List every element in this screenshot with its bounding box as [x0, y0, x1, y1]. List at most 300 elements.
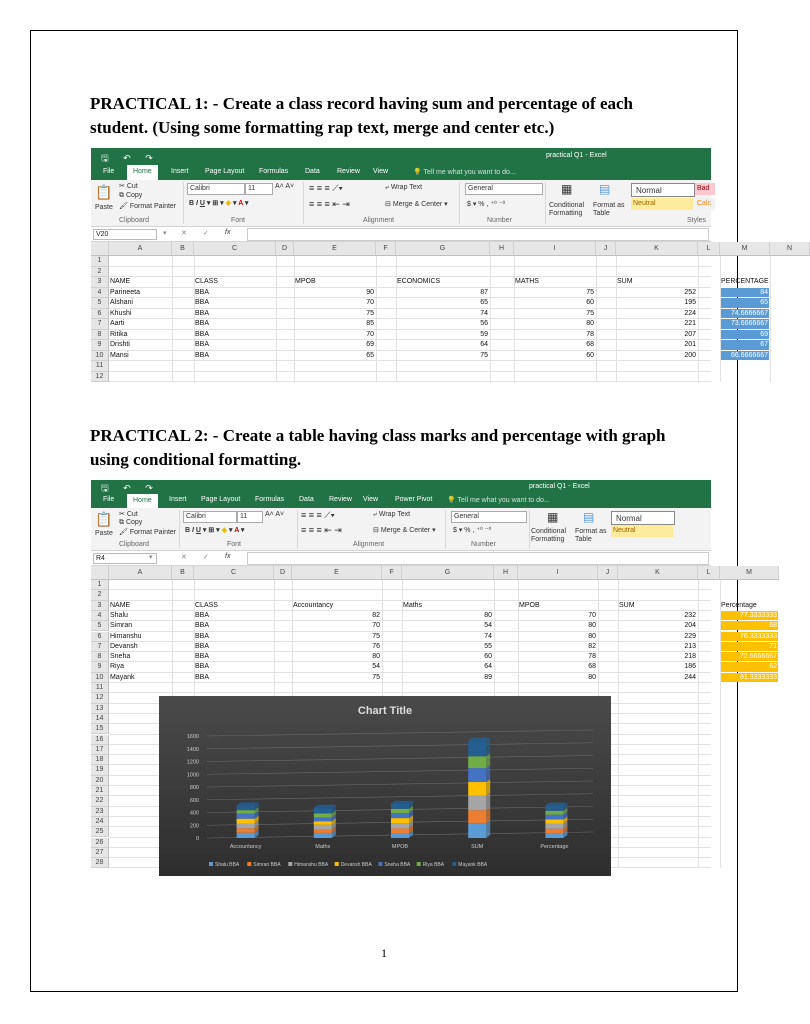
cancel-icon[interactable]: ✕	[181, 554, 187, 561]
row-header[interactable]: 2	[91, 267, 109, 278]
cell-class[interactable]: BBA	[195, 642, 210, 650]
align-top-icons[interactable]: ≡ ≡ ≡ ⟋▾	[309, 183, 343, 193]
cell-sum[interactable]: 186	[684, 663, 696, 671]
cell-sum[interactable]: 218	[684, 653, 696, 661]
group-number: Number	[471, 541, 496, 548]
style-normal[interactable]: Normal	[611, 511, 675, 525]
name-box-dropdown-icon[interactable]: ▾	[149, 554, 153, 561]
align-top-icons[interactable]: ≡ ≡ ≡ ⟋▾	[301, 510, 335, 520]
cell-pct[interactable]: Percentage	[721, 601, 757, 609]
formula-input[interactable]	[247, 552, 709, 565]
paste-button[interactable]: Paste	[95, 204, 113, 211]
row-header[interactable]: 20	[91, 776, 109, 786]
cell-name[interactable]: Mayank	[110, 673, 135, 681]
cell-class[interactable]: BBA	[195, 288, 210, 296]
group-font: Font	[231, 217, 246, 224]
row-header[interactable]: 3	[91, 277, 109, 288]
row-header[interactable]: 6	[91, 309, 109, 320]
enter-icon[interactable]: ✓	[203, 554, 209, 561]
cell-class[interactable]: CLASS	[195, 601, 218, 609]
cell-sum[interactable]: 201	[684, 341, 696, 348]
row-header[interactable]: 25	[91, 827, 109, 837]
row-header[interactable]: 8	[91, 330, 109, 341]
cut-button[interactable]: ✂ Cut	[119, 511, 138, 518]
bar-segment	[237, 810, 255, 813]
cell-s2[interactable]: 87	[480, 288, 488, 296]
cell-class[interactable]: BBA	[195, 653, 210, 661]
cell-s2[interactable]: 55	[484, 642, 492, 650]
tab-insert[interactable]: Insert	[169, 496, 187, 503]
number-format-icons[interactable]: $ ▾ % , ⁺⁰ ⁻⁰	[467, 201, 506, 208]
row-header[interactable]: 18	[91, 755, 109, 765]
number-format-select[interactable]: General	[465, 183, 543, 195]
row-header[interactable]: 10	[91, 351, 109, 362]
title-bar	[91, 480, 711, 494]
cell-s1[interactable]: 70	[366, 299, 374, 306]
legend-entry: Shalu BBA	[215, 862, 240, 868]
cell-name[interactable]: Alshani	[110, 299, 133, 306]
grow-font-icon[interactable]: A˄ A˅	[275, 183, 295, 190]
cell-s2[interactable]: 60	[484, 653, 492, 661]
cell-pct[interactable]: 74.6666667	[721, 309, 769, 319]
bold-italic-underline[interactable]: B I U ▾ ⊞ ▾ ◈ ▾ A ▾	[189, 200, 249, 207]
cell-sum[interactable]: 229	[684, 632, 696, 640]
column-header[interactable]: H	[490, 242, 514, 256]
row-header[interactable]: 5	[91, 298, 109, 309]
cell-s1[interactable]: MPOB	[295, 278, 316, 285]
column-header[interactable]: E	[294, 242, 376, 256]
bar-segment	[237, 819, 255, 824]
cell-s2[interactable]: 65	[480, 299, 488, 306]
row-header[interactable]: 28	[91, 858, 109, 868]
row-header[interactable]: 19	[91, 765, 109, 775]
row-header[interactable]: 23	[91, 807, 109, 817]
cell-s3[interactable]: 60	[586, 351, 594, 359]
x-category-label: Accountancy	[229, 844, 262, 850]
column-header[interactable]: K	[618, 566, 698, 580]
cell-s1[interactable]: 75	[372, 632, 380, 640]
cell-sum[interactable]: 232	[684, 611, 696, 619]
chart-area[interactable]	[159, 696, 611, 876]
cell-name[interactable]: Simran	[110, 622, 133, 630]
cell-class[interactable]: BBA	[195, 622, 210, 630]
number-format-icons[interactable]: $ ▾ % , ⁺⁰ ⁻⁰	[453, 527, 492, 534]
cell-s3[interactable]: 60	[586, 299, 594, 306]
cell-s2[interactable]: 74	[484, 632, 492, 640]
row-header[interactable]: 3	[91, 601, 109, 611]
tell-me-box[interactable]: 💡 Tell me what you want to do...	[413, 169, 516, 176]
row-header[interactable]: 22	[91, 796, 109, 806]
row-header[interactable]: 4	[91, 611, 109, 621]
cell-s2[interactable]: ECONOMICS	[397, 278, 441, 285]
enter-icon[interactable]: ✓	[203, 230, 209, 237]
column-header[interactable]: C	[194, 242, 276, 256]
row-header[interactable]: 11	[91, 361, 109, 372]
column-header[interactable]: B	[172, 242, 194, 256]
bar-segment	[468, 823, 486, 838]
cell-name[interactable]: Khushi	[110, 309, 132, 317]
column-header[interactable]: A	[109, 566, 172, 580]
column-header[interactable]: N	[770, 242, 810, 256]
column-header[interactable]: D	[276, 242, 294, 256]
group-alignment: Alignment	[353, 541, 385, 548]
cell-s3[interactable]: MATHS	[515, 278, 539, 285]
wrap-text-button[interactable]: ⤶ Wrap Text	[385, 184, 423, 191]
cell-s1[interactable]: 70	[366, 330, 374, 338]
bar-segment-side	[486, 738, 490, 757]
font-size-select[interactable]: 11	[237, 511, 263, 523]
format-painter-button[interactable]: 🖌 Format Painter	[119, 529, 177, 536]
format-table-icon[interactable]: ▤	[583, 510, 595, 524]
cell-class[interactable]: BBA	[195, 611, 210, 619]
cell-pct[interactable]: 68	[721, 621, 778, 630]
row-header[interactable]: 13	[91, 704, 109, 714]
row-header[interactable]: 8	[91, 652, 109, 662]
row-header[interactable]: 16	[91, 735, 109, 745]
cell-s2[interactable]: Maths	[403, 601, 423, 609]
cell-s1[interactable]: 69	[366, 341, 374, 348]
cell-s2[interactable]: 89	[484, 673, 492, 681]
cell-s2[interactable]: 59	[480, 330, 488, 338]
gridline	[207, 730, 593, 736]
cell-sum[interactable]: 207	[684, 330, 696, 338]
conditional-formatting-icon[interactable]: ▦	[561, 182, 573, 196]
cell-class[interactable]: BBA	[195, 341, 210, 348]
cell-name[interactable]: Devansh	[110, 642, 138, 650]
bar-segment	[237, 828, 255, 832]
cell-s3[interactable]: 75	[586, 288, 594, 296]
font-size-select[interactable]: 11	[245, 183, 273, 195]
paste-button[interactable]: Paste	[95, 530, 113, 537]
align-icons[interactable]: ≡ ≡ ≡ ⇤ ⇥	[301, 525, 342, 535]
cell-class[interactable]: BBA	[195, 663, 210, 671]
group-clipboard: Clipboard	[119, 541, 149, 548]
bar-segment	[314, 808, 332, 814]
format-painter-button[interactable]: 🖌 Format Painter	[119, 203, 177, 210]
row-header[interactable]: 14	[91, 714, 109, 724]
cell-name[interactable]: NAME	[110, 278, 131, 285]
column-header[interactable]: L	[698, 242, 720, 256]
cell-pct[interactable]: 81.3333333	[721, 673, 778, 682]
row-header[interactable]: 5	[91, 621, 109, 631]
tab-home[interactable]: Home	[127, 494, 158, 509]
row-header[interactable]: 12	[91, 372, 109, 383]
cell-name[interactable]: Ritika	[110, 330, 128, 338]
column-header[interactable]: J	[596, 242, 616, 256]
excel-window-1	[91, 148, 793, 414]
row-header[interactable]: 12	[91, 693, 109, 703]
format-as-table-button[interactable]: Format as Table	[575, 528, 607, 543]
cell-s2[interactable]: 74	[480, 309, 488, 317]
quick-access-icons[interactable]: 🖫 ↶ ↷	[101, 483, 159, 493]
cancel-icon[interactable]: ✕	[181, 230, 187, 237]
number-format-select[interactable]: General	[451, 511, 527, 523]
cell-sum[interactable]: 200	[684, 351, 696, 359]
fx-icon[interactable]: fx	[225, 553, 231, 560]
gridline	[770, 256, 771, 382]
cell-s3[interactable]: 80	[588, 632, 596, 640]
column-header[interactable]: B	[172, 566, 194, 580]
cell-s2[interactable]: 75	[480, 351, 488, 359]
row-header[interactable]: 10	[91, 673, 109, 683]
cell-s3[interactable]: 78	[586, 330, 594, 338]
bar-segment-side	[486, 820, 490, 838]
tab-review[interactable]: Review	[337, 168, 360, 175]
name-box[interactable]: R4	[93, 553, 157, 564]
style-neutral[interactable]: Neutral	[631, 198, 693, 210]
row-header[interactable]: 27	[91, 848, 109, 858]
row-header[interactable]: 24	[91, 817, 109, 827]
cell-name[interactable]: Shalu	[110, 611, 128, 619]
wrap-text-button[interactable]: ⤶ Wrap Text	[373, 511, 411, 518]
paste-icon[interactable]: 📋	[95, 511, 113, 527]
cell-class[interactable]: BBA	[195, 673, 210, 681]
gridline	[109, 692, 711, 693]
cell-sum[interactable]: 244	[684, 673, 696, 681]
legend-entry: Simran BBA	[253, 862, 281, 868]
cut-button[interactable]: ✂ Cut	[119, 183, 138, 190]
bar-segment	[468, 796, 486, 811]
column-header[interactable]: E	[292, 566, 382, 580]
cell-s3[interactable]: 80	[588, 622, 596, 630]
column-header[interactable]: J	[598, 566, 618, 580]
cell-name[interactable]: NAME	[110, 601, 131, 609]
row-header[interactable]: 4	[91, 288, 109, 299]
cell-s2[interactable]: 64	[484, 663, 492, 671]
gridline	[698, 256, 699, 382]
cell-s3[interactable]: 70	[588, 611, 596, 619]
cell-pct[interactable]: 71	[721, 642, 778, 651]
x-category-label: SUM	[471, 844, 484, 850]
quick-access-icons[interactable]: 🖫 ↶ ↷	[101, 153, 159, 163]
column-header[interactable]: I	[518, 566, 598, 580]
cell-s3[interactable]: 78	[588, 653, 596, 661]
cell-s1[interactable]: 76	[372, 642, 380, 650]
cell-s1[interactable]: 75	[372, 673, 380, 681]
format-table-icon[interactable]: ▤	[599, 182, 611, 196]
cell-class[interactable]: BBA	[195, 299, 210, 306]
cell-s3[interactable]: 68	[586, 341, 594, 348]
bold-italic-underline[interactable]: B I U ▾ ⊞ ▾ ◈ ▾ A ▾	[185, 527, 245, 534]
font-name-select[interactable]: Calibri	[187, 183, 245, 195]
conditional-formatting-icon[interactable]: ▦	[547, 510, 559, 524]
x-category-label: MPOB	[391, 844, 409, 850]
tab-review[interactable]: Review	[329, 496, 352, 503]
row-header[interactable]: 1	[91, 580, 109, 590]
window-title: practical Q1 - Excel	[529, 483, 590, 490]
font-name-select[interactable]: Calibri	[183, 511, 237, 523]
cell-class[interactable]: BBA	[195, 632, 210, 640]
cell-s3[interactable]: MPOB	[519, 601, 540, 609]
gridline	[172, 256, 173, 382]
row-header[interactable]: 17	[91, 745, 109, 755]
group-number: Number	[487, 217, 512, 224]
tab-data[interactable]: Data	[299, 496, 314, 503]
tab-data[interactable]: Data	[305, 168, 320, 175]
paste-icon[interactable]: 📋	[95, 184, 113, 200]
cell-name[interactable]: Parineeta	[110, 288, 140, 296]
cell-pct[interactable]: 72.6666667	[721, 652, 778, 661]
name-box[interactable]: V20	[93, 229, 157, 240]
column-header[interactable]: G	[402, 566, 494, 580]
fx-icon[interactable]: fx	[225, 229, 231, 236]
column-header[interactable]: L	[698, 566, 720, 580]
cell-s1[interactable]: 90	[366, 288, 374, 296]
cell-s3[interactable]: 80	[586, 320, 594, 327]
column-header[interactable]: I	[514, 242, 596, 256]
cell-s2[interactable]: 56	[480, 320, 488, 327]
cell-name[interactable]: Riya	[110, 663, 125, 671]
cell-sum[interactable]: 195	[684, 299, 696, 306]
tab-view[interactable]: View	[373, 168, 389, 175]
column-header[interactable]: F	[376, 242, 396, 256]
column-header[interactable]: H	[494, 566, 518, 580]
cell-s3[interactable]: 75	[586, 309, 594, 317]
copy-button[interactable]: ⧉ Copy	[119, 192, 143, 199]
cell-s2[interactable]: 54	[484, 622, 492, 630]
tab-home[interactable]: Home	[127, 165, 158, 180]
cell-sum[interactable]: 204	[684, 622, 696, 630]
row-header[interactable]: 21	[91, 786, 109, 796]
cell-s1[interactable]: 75	[366, 309, 374, 317]
cell-s1[interactable]: 85	[366, 320, 374, 327]
style-neutral[interactable]: Neutral	[611, 525, 673, 537]
column-header[interactable]: M	[720, 566, 779, 580]
cell-name[interactable]: Mansi	[110, 351, 129, 359]
merge-center-button[interactable]: ⊟ Merge & Center ▾	[385, 201, 448, 208]
cell-s2[interactable]: 64	[480, 341, 488, 348]
style-calculation[interactable]: Calc	[695, 198, 715, 210]
cell-s3[interactable]: 82	[588, 642, 596, 650]
cell-name[interactable]: Drishti	[110, 341, 130, 348]
cell-pct[interactable]: 77.3333333	[721, 611, 778, 620]
cell-pct[interactable]: 69	[721, 330, 769, 340]
stacked-column-chart[interactable]	[159, 696, 611, 876]
bar-segment	[468, 810, 486, 823]
ribbon-tabs	[91, 165, 711, 180]
practical1-heading: PRACTICAL 1: - Create a class record having sum and percentage of each student. (Using some formatting rap text, merge and center etc.)	[90, 94, 634, 137]
column-header[interactable]: M	[720, 242, 770, 256]
legend-swatch	[335, 862, 339, 866]
row-header[interactable]: 11	[91, 683, 109, 693]
cell-sum[interactable]: SUM	[619, 601, 635, 609]
cell-sum[interactable]: 224	[684, 309, 696, 317]
tab-file[interactable]: File	[103, 168, 115, 175]
formula-input[interactable]	[247, 228, 709, 241]
cell-class[interactable]: BBA	[195, 309, 210, 317]
style-bad[interactable]: Bad	[695, 183, 715, 195]
row-header[interactable]: 15	[91, 724, 109, 734]
cell-name[interactable]: Sneha	[110, 653, 131, 661]
conditional-formatting-button[interactable]: Conditional Formatting	[531, 528, 567, 543]
column-header[interactable]: K	[616, 242, 698, 256]
tab-formulas[interactable]: Formulas	[255, 496, 285, 503]
cell-pct[interactable]: 66.6666667	[721, 351, 769, 361]
cell-pct[interactable]: 73.6666667	[721, 319, 769, 329]
select-all-corner[interactable]	[91, 566, 109, 580]
cell-sum[interactable]: 213	[684, 642, 696, 650]
row-header[interactable]: 7	[91, 319, 109, 330]
cell-pct[interactable]: 76.3333333	[721, 632, 778, 641]
row-header[interactable]: 7	[91, 642, 109, 652]
cell-pct[interactable]: PERCENTAGE	[721, 278, 769, 285]
cell-name[interactable]: Himanshu	[110, 632, 142, 640]
cell-s1[interactable]: 82	[372, 611, 380, 619]
ribbon	[91, 180, 711, 227]
tell-me-box[interactable]: 💡 Tell me what you want to do...	[447, 497, 550, 504]
column-header[interactable]: G	[396, 242, 490, 256]
cell-s1[interactable]: 54	[372, 663, 380, 671]
tab-insert[interactable]: Insert	[171, 168, 189, 175]
bar-segment	[314, 825, 332, 830]
cell-s1[interactable]: 65	[366, 351, 374, 359]
cell-sum[interactable]: 252	[684, 288, 696, 296]
cell-pct[interactable]: 62	[721, 662, 778, 671]
tab-power-pivot[interactable]: Power Pivot	[395, 496, 433, 503]
gridline	[698, 580, 699, 868]
select-all-corner[interactable]	[91, 242, 109, 256]
cell-pct[interactable]: 65	[721, 298, 769, 308]
merge-center-button[interactable]: ⊟ Merge & Center ▾	[373, 527, 436, 534]
row-header[interactable]: 6	[91, 632, 109, 642]
cell-s3[interactable]: 80	[588, 673, 596, 681]
cell-s3[interactable]: 68	[588, 663, 596, 671]
cell-sum[interactable]: 221	[684, 320, 696, 327]
cell-s1[interactable]: 70	[372, 622, 380, 630]
tab-page-layout[interactable]: Page Layout	[201, 496, 241, 503]
cell-class[interactable]: BBA	[195, 330, 210, 338]
column-header[interactable]: F	[382, 566, 402, 580]
formula-bar	[91, 551, 711, 566]
cell-pct[interactable]: 67	[721, 340, 769, 350]
tab-formulas[interactable]: Formulas	[259, 168, 289, 175]
tab-file[interactable]: File	[103, 496, 115, 503]
row-header[interactable]: 9	[91, 340, 109, 351]
cell-class[interactable]: BBA	[195, 320, 210, 327]
y-tick-label: 600	[189, 797, 199, 804]
conditional-formatting-button[interactable]: Conditional Formatting	[549, 202, 585, 217]
cell-s1[interactable]: Accountancy	[293, 601, 334, 609]
style-normal[interactable]: Normal	[631, 183, 695, 197]
cell-s1[interactable]: 80	[372, 653, 380, 661]
grow-font-icon[interactable]: A˄ A˅	[265, 511, 285, 518]
column-header[interactable]: C	[194, 566, 274, 580]
format-as-table-button[interactable]: Format as Table	[593, 202, 625, 217]
row-header[interactable]: 1	[91, 256, 109, 267]
cell-class[interactable]: CLASS	[195, 278, 218, 285]
row-header[interactable]: 9	[91, 662, 109, 672]
row-header[interactable]: 26	[91, 838, 109, 848]
column-header[interactable]: D	[274, 566, 292, 580]
page-number: 1	[381, 946, 387, 960]
cell-class[interactable]: BBA	[195, 351, 210, 359]
title-bar	[91, 148, 711, 165]
align-icons[interactable]: ≡ ≡ ≡ ⇤ ⇥	[309, 199, 350, 209]
copy-button[interactable]: ⧉ Copy	[119, 519, 143, 526]
tab-page-layout[interactable]: Page Layout	[205, 168, 245, 175]
gridline	[109, 266, 711, 267]
cell-name[interactable]: Aarti	[110, 320, 125, 327]
legend-entry: Himanshu BBA	[294, 862, 329, 868]
cell-sum[interactable]: SUM	[617, 278, 633, 285]
y-tick-label: 200	[189, 823, 199, 830]
row-header[interactable]: 2	[91, 590, 109, 600]
name-box-dropdown-icon[interactable]: ▾	[163, 230, 167, 237]
tab-view[interactable]: View	[363, 496, 379, 503]
cell-s2[interactable]: 80	[484, 611, 492, 619]
cell-pct[interactable]: 84	[721, 288, 769, 298]
column-header[interactable]: A	[109, 242, 172, 256]
